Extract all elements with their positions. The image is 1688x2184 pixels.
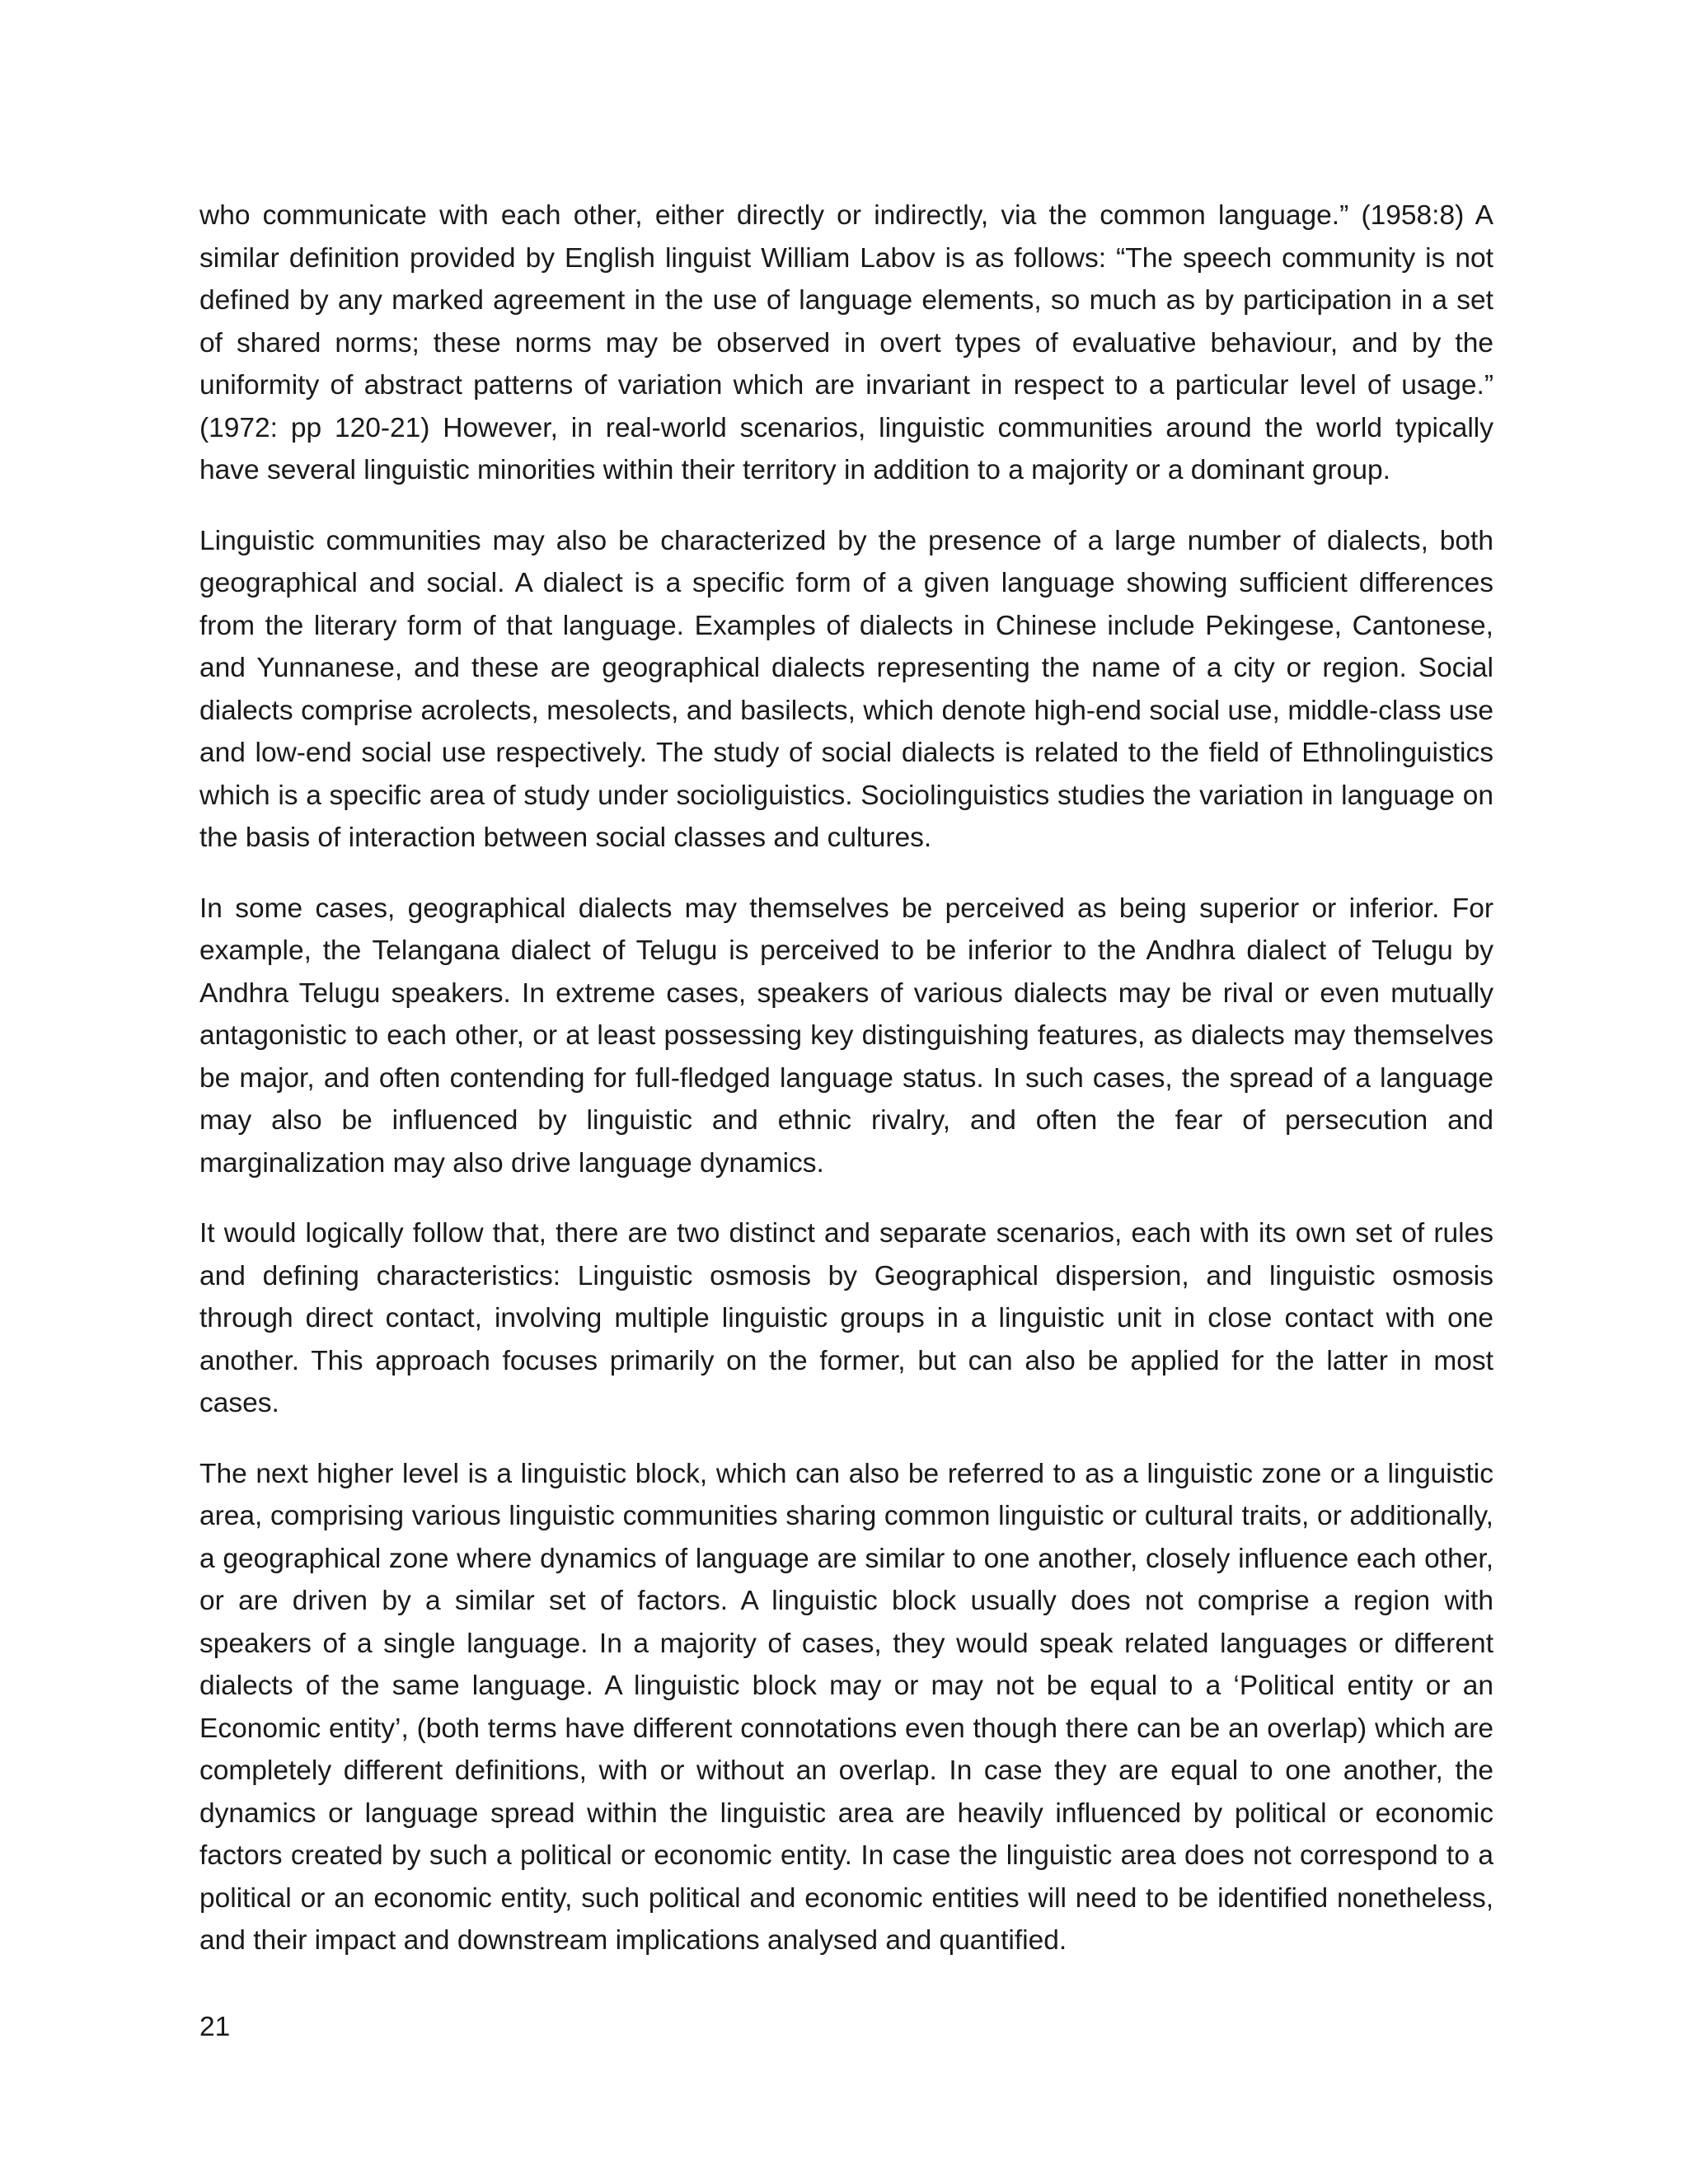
text-body	[199, 194, 1493, 1990]
paragraph-speech-community: who communicate with each other, either directly or indirectly, via the common language.” (1958:8) A similar definition provided by English linguist William Labov is as follows: “The speech community is not defined by any marked agreement in the use of language elements, so much as by participation in a set of shared norms; these norms may be observed in overt types of evaluative behaviour, and by the uniformity of abstract patterns of variation which are invariant in respect to a particular level of usage.” (1972: pp 120-21) However, in real-world scenarios, linguistic communities around the world typically have several linguistic minorities within their territory in addition to a majority or a dominant group.	[199, 200, 1493, 485]
paragraph-geographical-dialects: In some cases, geographical dialects may themselves be perceived as being superior or inferior. For example, the Telangana dialect of Telugu is perceived to be inferior to the Andhra dialect of Telugu by Andhra Telugu speakers. In extreme cases, speakers of various dialects may be rival or even mutually antagonistic to each other, or at least possessing key distinguishing features, as dialects may themselves be major, and often contending for full-fledged language status. In such cases, the spread of a language may also be influenced by linguistic and ethnic rivalry, and often the fear of persecution and marginalization may also drive language dynamics.	[199, 893, 1493, 1179]
paragraph-dialects: Linguistic communities may also be characterized by the presence of a large number of dialects, both geographical and social. A dialect is a specific form of a given language showing sufficient differences from the literary form of that language. Examples of dialects in Chinese include Pekingese, Cantonese, and Yunnanese, and these are geographical dialects representing the name of a city or region. Social dialects comprise acrolects, mesolects, and basilects, which denote high-end social use, middle-class use and low-end social use respectively. The study of social dialects is related to the field of Ethnolinguistics which is a specific area of study under socioliguistics. Sociolinguistics studies the variation in language on the basis of interaction between social classes and cultures.	[199, 525, 1493, 853]
paragraph-linguistic-osmosis: It would logically follow that, there are two distinct and separate scenarios, each with its own set of rules and defining characteristics: Linguistic osmosis by Geographical dispersion, and linguistic osmosis through direct contact, involving multiple linguistic groups in a linguistic unit in close contact with one another. This approach focuses primarily on the former, but can also be applied for the latter in most cases.	[199, 1218, 1493, 1418]
paragraph-linguistic-block: The next higher level is a linguistic block, which can also be referred to as a linguistic zone or a linguistic area, comprising various linguistic communities sharing common linguistic or cultural traits, or additionally, a geographical zone where dynamics of language are similar to one another, closely influence each other, or are driven by a similar set of factors. A linguistic block usually does not comprise a region with speakers of a single language. In a majority of cases, they would speak related languages or different dialects of the same language. A linguistic block may or may not be equal to a ‘Political entity or an Economic entity’, (both terms have different connotations even though there can be an overlap) which are completely different definitions, with or without an overlap. In case they are equal to one another, the dynamics or language spread within the linguistic area are heavily influenced by political or economic factors created by such a political or economic entity. In case the linguistic area does not correspond to a political or an economic entity, such political and economic entities will need to be identified nonetheless, and their impact and downstream implications analysed and quantified.	[199, 1458, 1493, 1956]
page-number: 21	[199, 2012, 231, 2042]
